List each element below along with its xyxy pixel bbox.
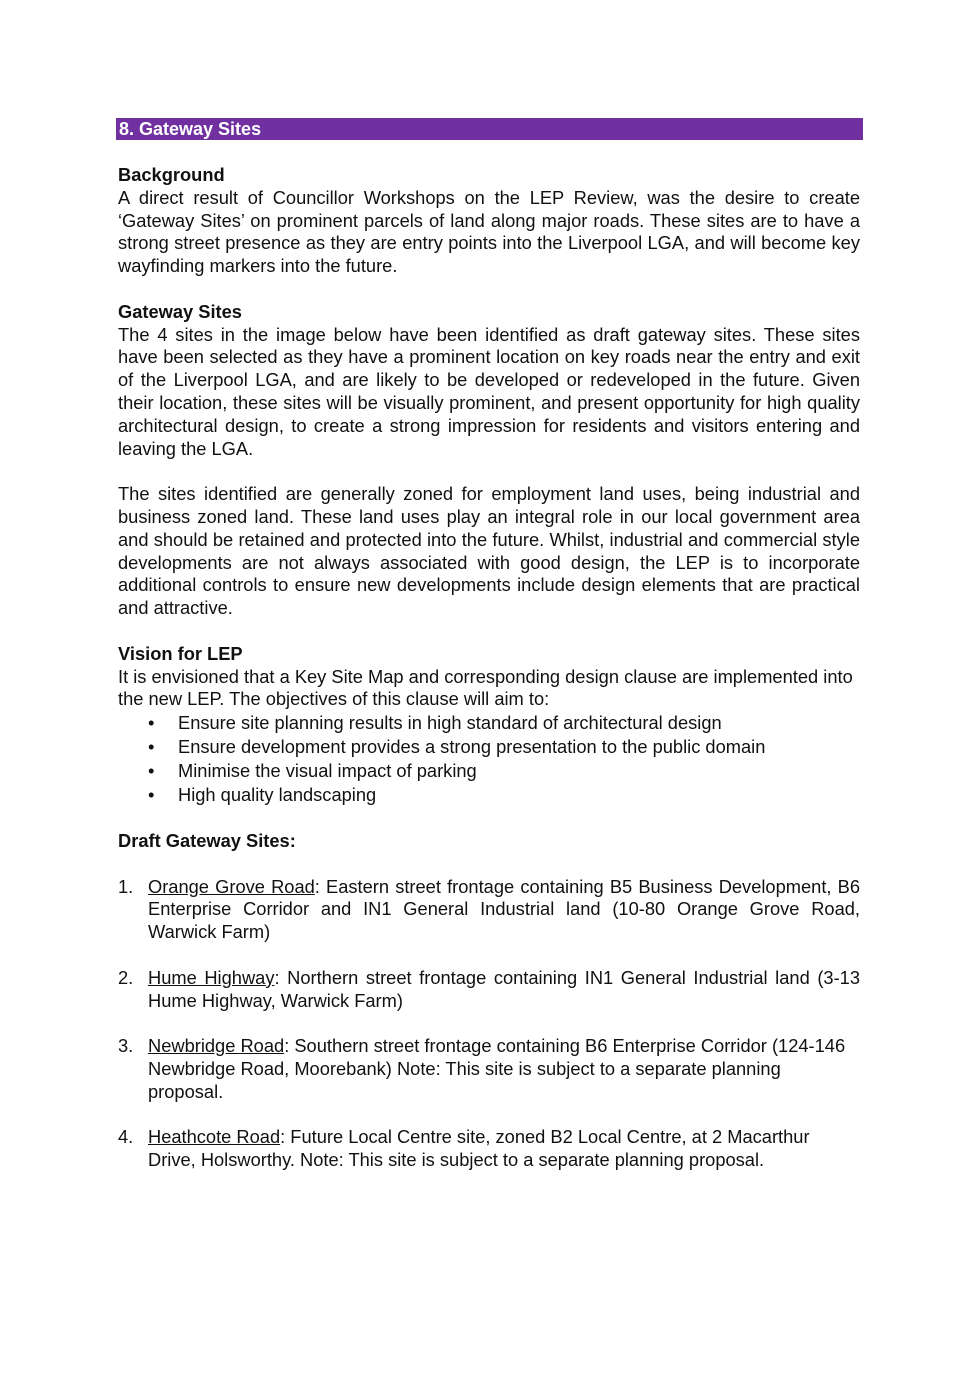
site-description: : Southern street frontage containing B6 Enterprise Corridor (124-146 Newbridge Road, Moorebank) Note: This site is subject to a separate planning proposal.: [148, 1035, 846, 1102]
site-description: : Northern street frontage containing IN1 General Industrial land (3-13 Hume Highway, Warwick Farm): [148, 966, 860, 1011]
objectives-list: [118, 711, 860, 807]
bullet-icon: •: [148, 784, 155, 806]
item-number: 4.: [118, 1126, 134, 1148]
list-item: • Ensure site planning results in high standard of architectural design: [148, 712, 722, 734]
vision-intro: It is envisioned that a Key Site Map and corresponding design clause are implemented into the new LEP. The objectives of this clause will aim to:: [118, 665, 853, 710]
section-title: 8. Gateway Sites: [119, 119, 262, 139]
bullet-icon: •: [148, 736, 155, 758]
site-name: Newbridge Road: [148, 1035, 285, 1057]
bullet-icon: •: [148, 760, 155, 782]
site-name: Hume Highway: [148, 966, 275, 988]
draft-gateway-sites-heading: Draft Gateway Sites:: [118, 829, 296, 851]
list-item: • High quality landscaping: [148, 784, 377, 806]
gateway-sites-paragraph-1: The 4 sites in the image below have been identified as draft gateway sites. These sites have been selected as they have a prominent location on key roads near the entry and exit of the Liverpool LGA, and are likely to be developed or redeveloped in the future. Given their location, these sites will be visually prominent, and present opportunity for high quality architectural design, to create a strong impression for residents and visitors entering and leaving the LGA.: [118, 323, 860, 459]
vision-heading: Vision for LEP: [118, 642, 243, 664]
gateway-sites-heading: Gateway Sites: [118, 300, 242, 322]
list-item: [118, 1035, 860, 1103]
list-item: • Minimise the visual impact of parking: [148, 760, 477, 782]
section-heading-bar: [116, 118, 863, 140]
site-description: : Eastern street frontage containing B5 Business Development, B6 Enterprise Corridor and IN1 General Industrial land (10-80 Orange Grove Road, Warwick Farm): [148, 875, 861, 943]
item-number: 3.: [118, 1035, 134, 1057]
draft-sites-list: [118, 876, 860, 1172]
background-paragraph: A direct result of Councillor Workshops on the LEP Review, was the desire to create ‘Gateway Sites’ on prominent parcels of land along major roads. These sites are to have a strong street presence as they are entry points into the Liverpool LGA, and will become key wayfinding markers into the future.: [118, 186, 860, 277]
list-item: [118, 967, 860, 1013]
site-description: : Future Local Centre site, zoned B2 Local Centre, at 2 Macarthur Drive, Holsworthy. Note: This site is subject to a separate planning proposal.: [148, 1126, 810, 1171]
gateway-sites-paragraph-2: The sites identified are generally zoned for employment land uses, being industrial and business zoned land. These land uses play an integral role in our local government area and should be retained and protected into the future. Whilst, industrial and commercial style developments are not always associated with good design, the LEP is to incorporate additional controls to ensure new developments include design elements that are practical and attractive.: [118, 483, 860, 619]
site-name: Heathcote Road: [148, 1126, 281, 1148]
site-name: Orange Grove Road: [148, 875, 315, 897]
bullet-icon: •: [148, 712, 155, 734]
item-number: 2.: [118, 966, 134, 988]
list-item: [118, 1126, 860, 1172]
document-body: [118, 164, 860, 1172]
list-item: [118, 876, 860, 944]
background-heading: Background: [118, 164, 225, 185]
item-number: 1.: [118, 875, 134, 897]
list-item: • Ensure development provides a strong presentation to the public domain: [148, 736, 766, 758]
